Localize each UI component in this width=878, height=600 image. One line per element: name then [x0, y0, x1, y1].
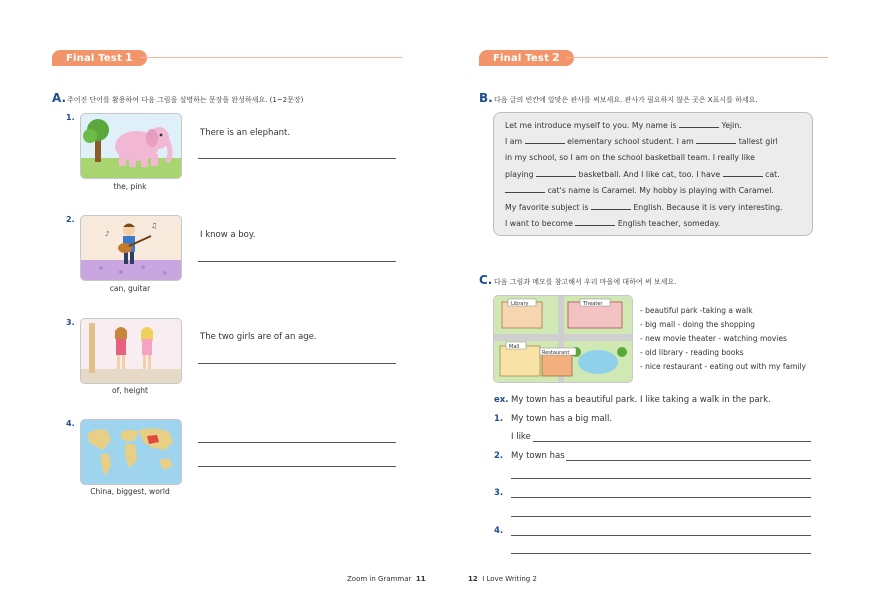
two-girls-picture	[80, 318, 182, 384]
section-a-instruction: 주어진 단어를 활용하여 다음 그림을 설명하는 문장을 완성하세요. (1~2문장)	[67, 96, 304, 104]
question-sentence: There is an elephant.	[200, 128, 291, 138]
boy-guitar-picture	[80, 215, 182, 281]
passage-text: English teacher, someday.	[615, 219, 721, 228]
blank-field[interactable]	[536, 169, 576, 177]
passage-line	[505, 120, 742, 130]
memo-item: - nice restaurant - eating out with my family	[640, 362, 806, 371]
item-sentence: I like	[511, 432, 531, 442]
question-caption: can, guitar	[109, 284, 151, 293]
svg-text:♫: ♫	[151, 222, 158, 230]
item-number: 1.	[494, 414, 504, 424]
answer-line[interactable]	[198, 466, 396, 467]
memo-item: - beautiful park -taking a walk	[640, 306, 753, 315]
world-map-picture	[80, 419, 182, 485]
tab-label: Final Test	[493, 53, 550, 64]
question-number: 2.	[66, 215, 75, 224]
answer-line[interactable]	[511, 478, 811, 479]
passage-text: cat.	[762, 170, 780, 179]
passage-line	[505, 153, 755, 162]
final-test-1-tab	[52, 50, 147, 66]
passage-text: playing	[505, 170, 537, 179]
passage-text: elementary school student. I am	[564, 137, 697, 146]
item-number: 4.	[494, 526, 504, 536]
blank-field[interactable]	[696, 136, 736, 144]
question-caption: of, height	[112, 386, 148, 395]
passage-text: cat's name is Caramel. My hobby is playing with Caramel.	[545, 186, 774, 195]
section-b-instruction: 다음 글의 빈칸에 알맞은 관사를 써보세요. 관사가 필요하지 않은 곳은 X표시를 하세요.	[494, 96, 758, 104]
passage-text: I am	[505, 137, 525, 146]
blank-field[interactable]	[505, 185, 545, 193]
example-label: ex.	[494, 395, 509, 405]
final-test-2-tab	[479, 50, 574, 66]
answer-line[interactable]	[566, 460, 811, 461]
map-restaurant-sign: Restaurant	[542, 350, 570, 356]
passage-text: My favorite subject is	[505, 203, 591, 212]
question-sentence: I know a boy.	[200, 230, 256, 240]
answer-line[interactable]	[533, 441, 811, 442]
town-map-picture	[493, 295, 633, 383]
question-number: 3.	[66, 318, 75, 327]
passage-line	[505, 202, 783, 212]
map-theater-sign: Theater	[583, 301, 603, 307]
passage-text: Let me introduce myself to you. My name is	[505, 121, 679, 130]
page-number: 12	[468, 575, 478, 583]
section-c-letter: C.	[479, 273, 493, 287]
answer-line[interactable]	[511, 497, 811, 498]
blank-field[interactable]	[525, 136, 565, 144]
item-number: 3.	[494, 488, 504, 498]
passage-text: Yejin.	[719, 121, 742, 130]
question-caption: the, pink	[113, 182, 147, 191]
answer-line[interactable]	[198, 158, 396, 159]
page-number: 11	[415, 575, 426, 583]
memo-item: - big mall - doing the shopping	[640, 320, 756, 329]
passage-line	[505, 169, 780, 179]
memo-item: - new movie theater - watching movies	[640, 334, 787, 343]
right-footer	[468, 575, 537, 583]
question-number: 4.	[66, 419, 75, 428]
footer-title: I Love Writing 2	[482, 575, 537, 583]
passage-line	[505, 218, 720, 228]
item-sentence: My town has a big mall.	[511, 414, 613, 424]
passage-text: in my school, so I am on the school basketball team. I really like	[505, 153, 755, 162]
passage-text: English. Because it is very interesting.	[630, 203, 783, 212]
tab-number: 1	[125, 51, 133, 64]
map-mall-sign: Mall	[509, 344, 520, 350]
question-number: 1.	[66, 113, 75, 122]
svg-text:♪: ♪	[105, 230, 110, 238]
passage-text: I want to become	[505, 219, 576, 228]
memo-item: - old library - reading books	[640, 348, 744, 357]
answer-line[interactable]	[511, 553, 811, 554]
answer-line[interactable]	[198, 442, 396, 443]
passage-line	[505, 136, 778, 146]
passage-text: basketball. And I like cat, too. I have	[576, 170, 723, 179]
tab-number: 2	[552, 51, 560, 64]
question-caption: China, biggest, world	[90, 487, 170, 496]
example-sentence: My town has a beautiful park. I like taking a walk in the park.	[511, 395, 771, 405]
answer-line[interactable]	[198, 363, 396, 364]
item-sentence: My town has	[511, 451, 565, 461]
footer-title: Zoom in Grammar	[347, 575, 412, 583]
passage-line	[505, 185, 774, 195]
question-sentence: The two girls are of an age.	[200, 332, 317, 342]
blank-field[interactable]	[575, 218, 615, 226]
item-number: 2.	[494, 451, 504, 461]
map-library-sign: Library	[511, 301, 529, 307]
title-rule	[566, 57, 828, 58]
answer-line[interactable]	[511, 516, 811, 517]
answer-line[interactable]	[198, 261, 396, 262]
title-rule	[140, 57, 402, 58]
blank-field[interactable]	[591, 202, 631, 210]
section-a-letter: A.	[52, 91, 67, 105]
section-b-letter: B.	[479, 91, 493, 105]
section-c-instruction: 다음 그림과 메모를 참고해서 우리 마을에 대하여 써 보세요.	[494, 278, 677, 286]
left-footer	[347, 575, 426, 583]
passage-text: tallest girl	[736, 137, 778, 146]
tab-label: Final Test	[66, 53, 123, 64]
blank-field[interactable]	[723, 169, 763, 177]
elephant-picture	[80, 113, 182, 179]
blank-field[interactable]	[679, 120, 719, 128]
answer-line[interactable]	[511, 535, 811, 536]
